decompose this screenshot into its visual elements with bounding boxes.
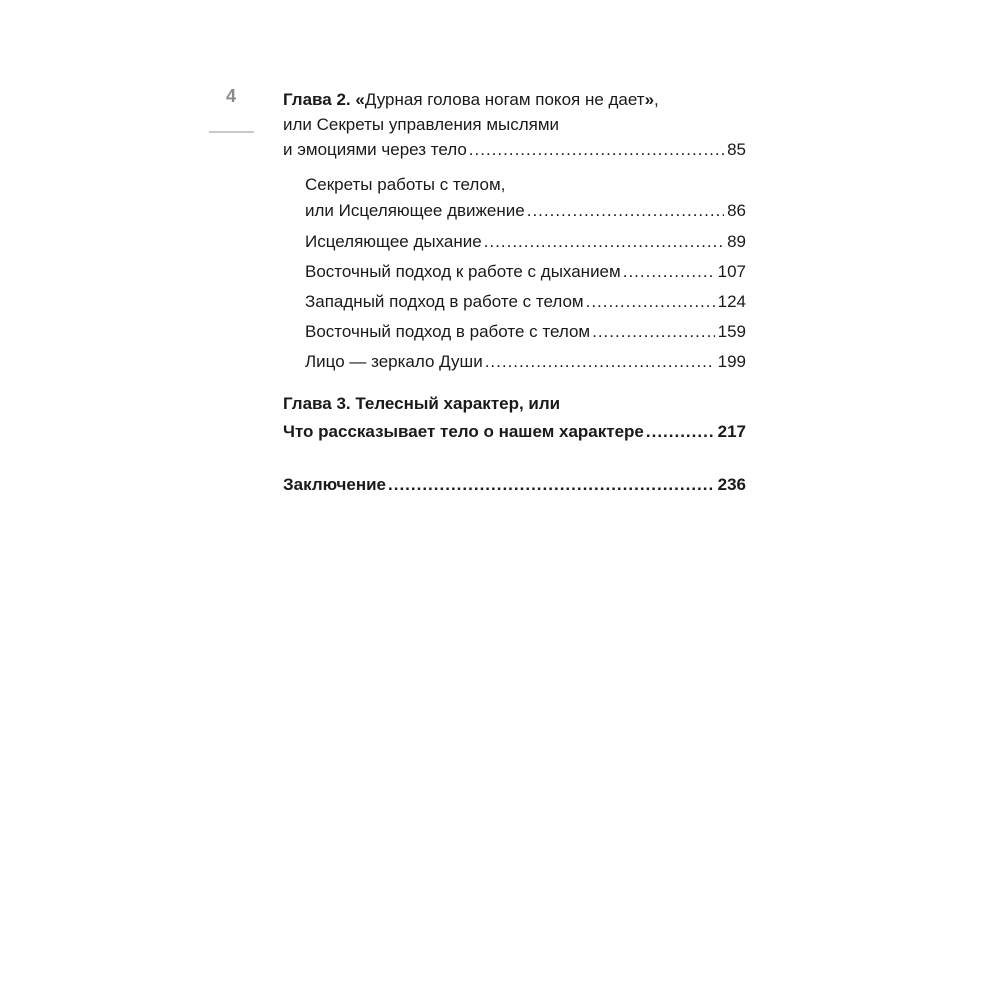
table-of-contents — [283, 87, 746, 497]
section-title: Лицо — зеркало Души — [305, 352, 483, 371]
section-page: 199 — [717, 352, 746, 371]
dot-leader — [592, 319, 715, 344]
chapter-2-line-3 — [283, 137, 746, 162]
toc-section-breathing[interactable] — [305, 229, 746, 254]
dot-leader — [388, 472, 715, 497]
page-number: 4 — [226, 86, 237, 106]
toc-section-western-body[interactable] — [305, 289, 746, 314]
toc-entry-chapter-3[interactable] — [283, 390, 746, 446]
toc-entry-conclusion[interactable] — [283, 472, 746, 497]
page-number-rule — [209, 131, 254, 133]
section-page: 107 — [717, 262, 746, 281]
chapter-2-sections — [283, 172, 746, 374]
section-title: Восточный подход в работе с телом — [305, 322, 591, 341]
toc-section-body-work[interactable] — [305, 172, 746, 224]
chapter-2-quote-open: « — [355, 90, 365, 109]
toc-section-face[interactable] — [305, 349, 746, 374]
dot-leader — [527, 198, 724, 224]
chapter-3-line-1: Глава 3. Телесный характер, или — [283, 394, 561, 413]
toc-section-eastern-breathing[interactable] — [305, 259, 746, 284]
section-title: Восточный подход к работе с дыханием — [305, 262, 621, 281]
chapter-2-line-2: или Секреты управления мыслями — [283, 115, 560, 134]
dot-leader — [646, 418, 715, 446]
section-page: 124 — [717, 292, 746, 311]
chapter-2-page: 85 — [727, 140, 746, 159]
dot-leader — [586, 289, 715, 314]
section-title: Исцеляющее дыхание — [305, 232, 482, 251]
chapter-3-line-2 — [283, 418, 746, 446]
conclusion-title: Заключение — [283, 475, 386, 494]
chapter-2-quote-close: » — [644, 90, 655, 109]
section-page: 89 — [727, 232, 746, 251]
dot-leader — [469, 137, 724, 162]
toc-section-eastern-body[interactable] — [305, 319, 746, 344]
section-page: 86 — [727, 201, 746, 220]
section-title-line-2 — [305, 198, 746, 224]
chapter-2-line-3-text: и эмоциями через тело — [283, 140, 467, 159]
toc-entry-chapter-2[interactable] — [283, 87, 746, 162]
dot-leader — [623, 259, 715, 284]
chapter-3-page: 217 — [717, 422, 746, 441]
conclusion-page: 236 — [717, 475, 746, 494]
chapter-2-title-main: Дурная голова ногам покоя не дает — [364, 90, 645, 109]
section-page: 159 — [717, 322, 746, 341]
chapter-2-title-line — [283, 87, 746, 112]
chapter-2-title-tail: , — [654, 90, 659, 109]
chapter-3-line-2-text: Что рассказывает тело о нашем характере — [283, 422, 644, 441]
dot-leader — [484, 229, 724, 254]
section-title: Западный подход в работе с телом — [305, 292, 584, 311]
section-title-line-2-text: или Исцеляющее движение — [305, 201, 525, 220]
section-title-line-1: Секреты работы с телом, — [305, 175, 506, 194]
chapter-2-prefix: Глава 2. — [283, 90, 356, 109]
dot-leader — [485, 349, 715, 374]
